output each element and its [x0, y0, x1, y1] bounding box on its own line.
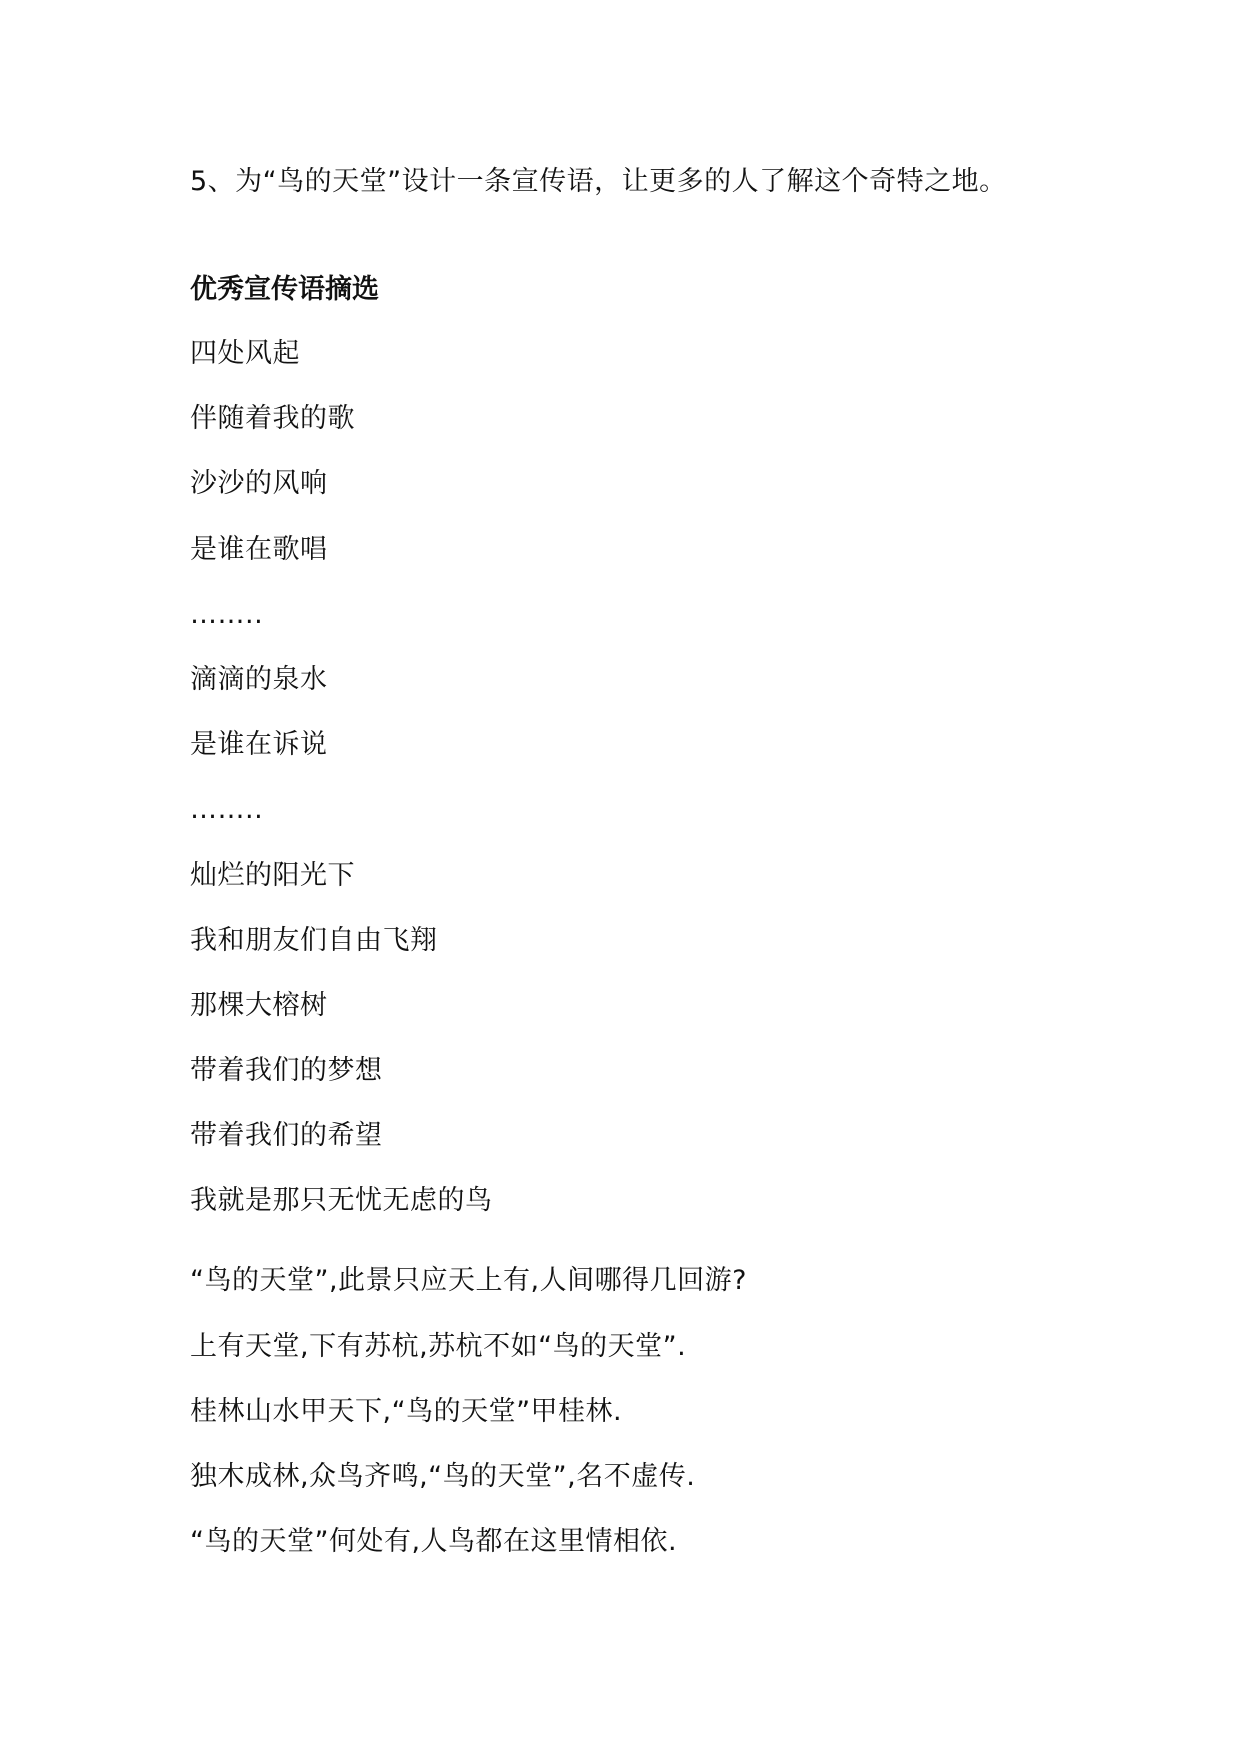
poem-ellipsis: …….. [190, 794, 264, 826]
slogan-line: 上有天堂,下有苏杭,苏杭不如“鸟的天堂”. [190, 1330, 687, 1362]
slogan-line: “鸟的天堂”,此景只应天上有,人间哪得几回游? [190, 1265, 747, 1297]
poem-ellipsis: …….. [190, 598, 264, 630]
poem-line: 灿烂的阳光下 [190, 859, 355, 891]
poem-line: 伴随着我的歌 [190, 403, 355, 435]
poem-line: 我和朋友们自由飞翔 [190, 924, 438, 956]
poem-line: 那棵大榕树 [190, 989, 328, 1021]
slogan-line: 独木成林,众鸟齐鸣,“鸟的天堂”,名不虚传. [190, 1461, 696, 1492]
slogan-line: 桂林山水甲天下,“鸟的天堂”甲桂林. [190, 1395, 623, 1427]
poem-line: 是谁在诉说 [190, 729, 328, 761]
poem-line: 沙沙的风响 [190, 468, 328, 500]
poem-line: 带着我们的希望 [190, 1120, 383, 1152]
slogan-line: “鸟的天堂”何处有,人鸟都在这里情相依. [190, 1526, 678, 1558]
poem-line: 带着我们的梦想 [190, 1055, 383, 1087]
poem-line: 是谁在歌唱 [190, 533, 328, 565]
document-content [190, 161, 1150, 1586]
poem-block [190, 333, 1150, 1222]
poem-line: 四处风起 [190, 338, 300, 369]
question-text: 5、为“鸟的天堂”设计一条宣传语，让更多的人了解这个奇特之地。 [190, 166, 1007, 197]
poem-line: 滴滴的泉水 [190, 663, 328, 695]
slogan-list [190, 1260, 1150, 1563]
poem-line: 我就是那只无忧无虑的鸟 [190, 1185, 493, 1217]
section-heading: 优秀宣传语摘选 [190, 274, 379, 305]
